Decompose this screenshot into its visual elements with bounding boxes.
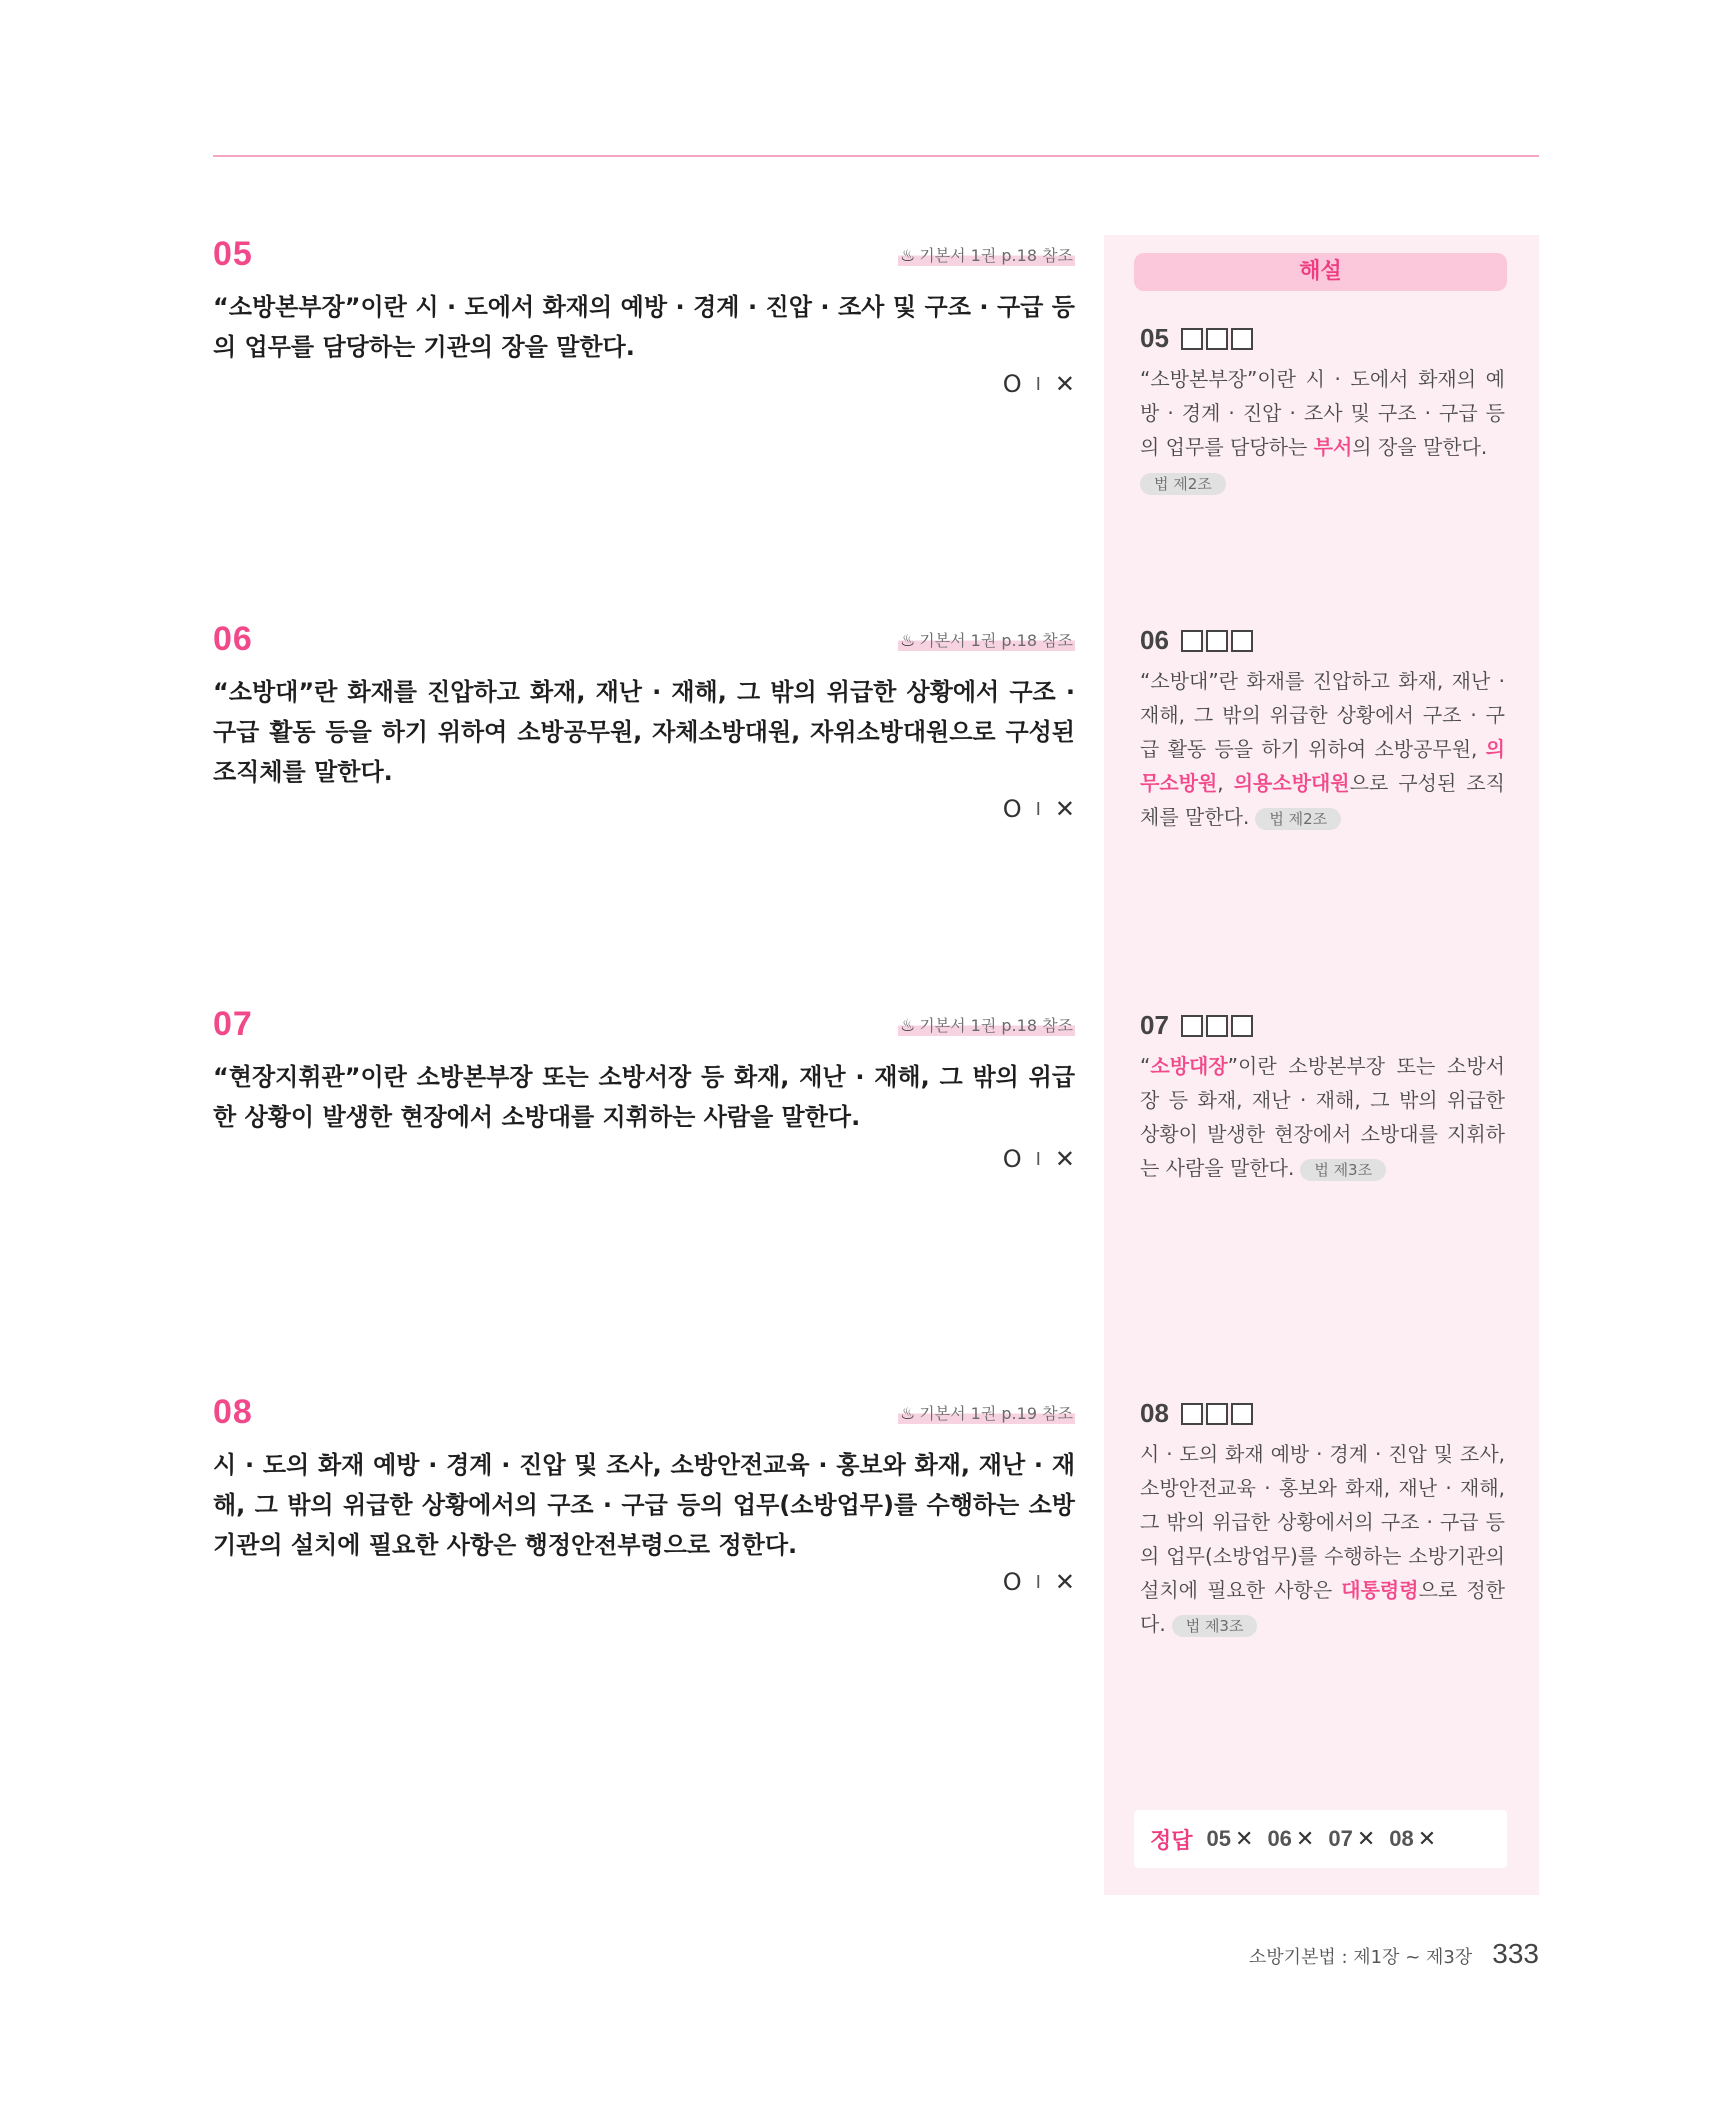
o-choice[interactable]: O [1002, 1145, 1022, 1173]
answer-mark: ✕ [1417, 1826, 1437, 1851]
question-07 [213, 1005, 1075, 1175]
checkbox[interactable] [1206, 1403, 1228, 1425]
check-boxes [1181, 1015, 1253, 1037]
ox-choice [1003, 795, 1075, 823]
checkbox[interactable] [1206, 630, 1228, 652]
question-text: 시 · 도의 화재 예방 · 경계 · 진압 및 조사, 소방안전교육 · 홍보와 화재, 재난 · 재해, 그 밖의 위급한 상황에서의 구조 · 구급 등의 업무(소방업무)를 수행하는 소방기관의 설치에 필요한 사항은 행정안전부령으로 정한다. [213, 1451, 1075, 1559]
highlight-text: 대통령령 [1341, 1578, 1419, 1602]
reference-note [898, 628, 1075, 651]
checkbox[interactable] [1181, 630, 1203, 652]
explanation-text-part: 으로 구성된 조직체를 말한다. [1140, 771, 1505, 829]
check-boxes [1181, 328, 1253, 350]
answer-number: 07 [1328, 1826, 1353, 1851]
answer-item [1389, 1826, 1436, 1852]
checkbox[interactable] [1206, 1015, 1228, 1037]
page-number: 333 [1492, 1938, 1539, 1969]
explanation-heading [1140, 323, 1505, 354]
answer-label: 정답 [1150, 1828, 1193, 1854]
question-08 [213, 1393, 1075, 1603]
checkbox[interactable] [1231, 328, 1253, 350]
highlight-text: 소방대장 [1150, 1054, 1228, 1078]
o-choice[interactable]: O [1002, 370, 1022, 398]
checkbox[interactable] [1181, 1403, 1203, 1425]
highlight-text: 의용소방대원 [1233, 771, 1350, 795]
reference-note [898, 243, 1075, 266]
x-choice[interactable]: ✕ [1054, 1145, 1075, 1173]
law-tag: 법 제2조 [1255, 808, 1341, 830]
explanation-text [1140, 1049, 1505, 1185]
question-number: 06 [213, 620, 253, 658]
answer-item [1328, 1826, 1375, 1852]
explanation-07 [1140, 1010, 1505, 1185]
top-rule [213, 155, 1539, 157]
explanation-text-part: 의 장을 말한다. [1352, 435, 1488, 459]
question-text: “소방대”란 화재를 진압하고 화재, 재난 · 재해, 그 밖의 위급한 상황에서 구조 · 구급 활동 등을 하기 위하여 소방공무원, 자체소방대원, 자위소방대원으로 구성된 조직체를 말한다. [213, 678, 1075, 786]
ox-separator: I [1035, 1571, 1041, 1593]
ox-choice [1003, 1145, 1075, 1173]
question-number: 05 [213, 235, 253, 273]
check-boxes [1181, 630, 1253, 652]
check-boxes [1181, 1403, 1253, 1425]
law-tag: 법 제3조 [1172, 1615, 1258, 1637]
ox-choice [1003, 370, 1075, 398]
reference-text: 기본서 1권 p.18 참조 [919, 246, 1073, 265]
checkbox[interactable] [1231, 630, 1253, 652]
x-choice[interactable]: ✕ [1054, 370, 1075, 398]
law-tag: 법 제2조 [1140, 473, 1226, 495]
x-choice[interactable]: ✕ [1054, 1568, 1075, 1596]
panel-header: 해설 [1134, 253, 1507, 291]
explanation-05 [1140, 323, 1505, 498]
x-choice[interactable]: ✕ [1054, 795, 1075, 823]
page-footer [1249, 1938, 1539, 1970]
reference-text: 기본서 1권 p.18 참조 [919, 631, 1073, 650]
explanation-number: 07 [1140, 1010, 1169, 1040]
checkbox[interactable] [1206, 328, 1228, 350]
explanation-heading [1140, 1010, 1505, 1041]
answer-item [1207, 1826, 1254, 1852]
answer-number: 08 [1389, 1826, 1414, 1851]
reference-note [898, 1013, 1075, 1036]
highlight-text: 의무소방원 [1140, 737, 1505, 795]
answer-number: 06 [1267, 1826, 1292, 1851]
ox-separator: I [1035, 798, 1041, 820]
explanation-text-part: ”이란 소방본부장 또는 소방서장 등 화재, 재난 · 재해, 그 밖의 위급한 상황이 발생한 현장에서 소방대를 지휘하는 사람을 말한다. [1140, 1054, 1505, 1180]
explanation-number: 05 [1140, 323, 1169, 353]
answer-box [1134, 1810, 1507, 1868]
answer-mark: ✕ [1235, 1826, 1254, 1851]
explanation-text-part: , [1217, 771, 1234, 795]
chapter-label: 소방기본법 : 제1장 ~ 제3장 [1248, 1947, 1473, 1968]
reference-text: 기본서 1권 p.18 참조 [919, 1016, 1073, 1035]
explanation-text-part: “ [1140, 1054, 1151, 1078]
ox-separator: I [1035, 373, 1041, 395]
o-choice[interactable]: O [1002, 795, 1022, 823]
checkbox[interactable] [1181, 1015, 1203, 1037]
question-06 [213, 620, 1075, 830]
question-text: “소방본부장”이란 시 · 도에서 화재의 예방 · 경계 · 진압 · 조사 및 구조 · 구급 등의 업무를 담당하는 기관의 장을 말한다. [213, 293, 1075, 361]
fire-icon: ♨ [899, 1016, 916, 1036]
explanation-text-part: 으로 정한다. [1140, 1578, 1505, 1636]
explanation-panel [1104, 235, 1539, 1895]
question-05 [213, 235, 1075, 405]
answer-mark: ✕ [1356, 1826, 1376, 1851]
explanation-text [1140, 664, 1505, 834]
explanation-heading [1140, 625, 1505, 656]
explanation-text-part: “소방대”란 화재를 진압하고 화재, 재난 · 재해, 그 밖의 위급한 상황에서 구조 · 구급 활동 등을 하기 위하여 소방공무원, [1140, 669, 1505, 761]
answer-mark: ✕ [1295, 1826, 1315, 1851]
explanation-text [1140, 362, 1505, 498]
highlight-text: 부서 [1313, 435, 1353, 459]
ox-separator: I [1035, 1148, 1041, 1170]
law-tag: 법 제3조 [1300, 1159, 1386, 1181]
explanation-06 [1140, 625, 1505, 834]
checkbox[interactable] [1181, 328, 1203, 350]
reference-text: 기본서 1권 p.19 참조 [919, 1404, 1073, 1423]
question-text: “현장지휘관”이란 소방본부장 또는 소방서장 등 화재, 재난 · 재해, 그 밖의 위급한 상황이 발생한 현장에서 소방대를 지휘하는 사람을 말한다. [213, 1063, 1075, 1131]
fire-icon: ♨ [899, 1404, 916, 1424]
checkbox[interactable] [1231, 1403, 1253, 1425]
reference-note [898, 1401, 1075, 1424]
explanation-text-part: 시 · 도의 화재 예방 · 경계 · 진압 및 조사, 소방안전교육 · 홍보와 화재, 재난 · 재해, 그 밖의 위급한 상황에서의 구조 · 구급 등의 업무(소방업무)를 수행하는 소방기관의 설치에 필요한 사항은 [1140, 1442, 1505, 1602]
question-number: 07 [213, 1005, 253, 1043]
explanation-text [1140, 1437, 1505, 1641]
ox-choice [1003, 1568, 1075, 1596]
answer-number: 05 [1206, 1826, 1231, 1851]
explanation-08 [1140, 1398, 1505, 1641]
fire-icon: ♨ [899, 246, 916, 266]
fire-icon: ♨ [899, 631, 916, 651]
explanation-heading [1140, 1398, 1505, 1429]
explanation-text-part: “소방본부장”이란 시 · 도에서 화재의 예방 · 경계 · 진압 · 조사 및 구조 · 구급 등의 업무를 담당하는 [1140, 367, 1505, 459]
o-choice[interactable]: O [1002, 1568, 1022, 1596]
explanation-number: 06 [1140, 625, 1169, 655]
checkbox[interactable] [1231, 1015, 1253, 1037]
explanation-number: 08 [1140, 1398, 1169, 1428]
answer-item [1267, 1826, 1314, 1852]
question-number: 08 [213, 1393, 253, 1431]
